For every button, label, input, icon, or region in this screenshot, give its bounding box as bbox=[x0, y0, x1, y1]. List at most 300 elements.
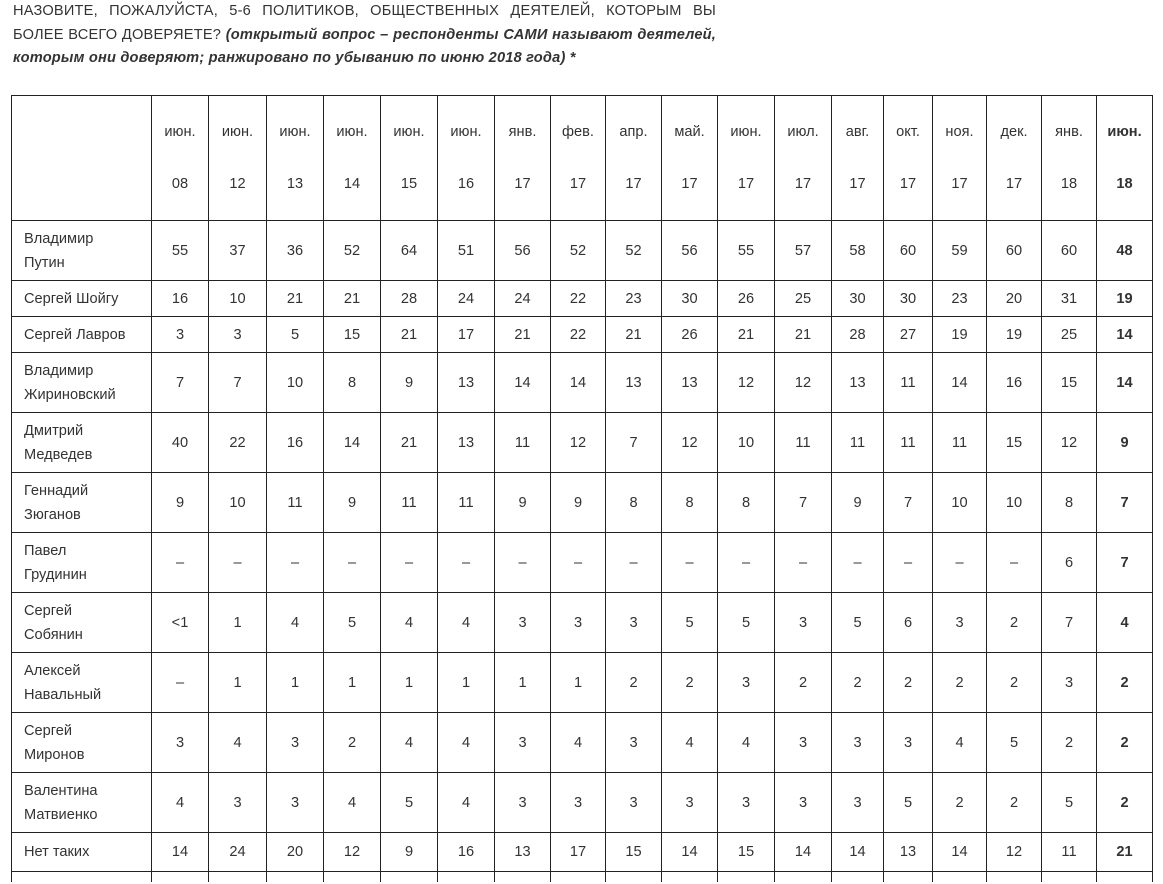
table-continuation bbox=[12, 872, 1153, 883]
value-cell: 25 bbox=[775, 281, 832, 317]
column-month: июн. bbox=[450, 124, 482, 140]
value-cell: 4 bbox=[381, 593, 438, 653]
table-row bbox=[12, 353, 1153, 413]
value-cell: 14 bbox=[551, 353, 606, 413]
value-cell: – bbox=[933, 533, 987, 593]
value-cell: 14 bbox=[662, 833, 718, 872]
value-cell: – bbox=[438, 533, 495, 593]
value-cell: 11 bbox=[933, 413, 987, 473]
value-cell: 30 bbox=[662, 281, 718, 317]
value-cell: 2 bbox=[1097, 713, 1153, 773]
value-cell: 37 bbox=[209, 221, 267, 281]
value-cell: 24 bbox=[438, 281, 495, 317]
value-cell: 24 bbox=[209, 833, 267, 872]
value-cell: – bbox=[987, 533, 1042, 593]
table-row bbox=[12, 653, 1153, 713]
value-cell: 60 bbox=[987, 221, 1042, 281]
value-cell: 1 bbox=[495, 653, 551, 713]
value-cell: – bbox=[324, 533, 381, 593]
empty-cell bbox=[267, 872, 324, 883]
politician-last-name: Медведев bbox=[24, 446, 93, 463]
value-cell: 15 bbox=[718, 833, 775, 872]
value-cell: 22 bbox=[551, 281, 606, 317]
empty-cell bbox=[438, 872, 495, 883]
value-cell: 3 bbox=[606, 773, 662, 833]
value-cell: 14 bbox=[933, 353, 987, 413]
value-cell: 4 bbox=[438, 593, 495, 653]
value-cell: 5 bbox=[1042, 773, 1097, 833]
empty-cell bbox=[775, 872, 832, 883]
column-month: фев. bbox=[562, 124, 594, 140]
value-cell: 21 bbox=[381, 317, 438, 353]
column-header bbox=[606, 96, 662, 221]
column-month: май. bbox=[674, 124, 705, 140]
politician-last-name: Зюганов bbox=[24, 506, 81, 523]
value-cell: 4 bbox=[718, 713, 775, 773]
value-cell: 13 bbox=[884, 833, 933, 872]
value-cell: 8 bbox=[662, 473, 718, 533]
value-cell: 2 bbox=[987, 593, 1042, 653]
empty-cell bbox=[324, 872, 381, 883]
column-year: 17 bbox=[899, 175, 917, 192]
value-cell: 7 bbox=[606, 413, 662, 473]
value-cell: 7 bbox=[209, 353, 267, 413]
column-year: 18 bbox=[1116, 175, 1133, 192]
value-cell: 10 bbox=[267, 353, 324, 413]
column-header bbox=[987, 96, 1042, 221]
table-row bbox=[12, 713, 1153, 773]
column-month: авг. bbox=[845, 124, 870, 140]
value-cell: 14 bbox=[832, 833, 884, 872]
column-year: 14 bbox=[343, 175, 361, 192]
corner-cell bbox=[12, 96, 152, 221]
value-cell: 3 bbox=[832, 773, 884, 833]
value-cell: 15 bbox=[606, 833, 662, 872]
value-cell: 7 bbox=[775, 473, 832, 533]
column-year: 08 bbox=[171, 175, 189, 192]
question-title: НАЗОВИТЕ, ПОЖАЛУЙСТА, 5-6 ПОЛИТИКОВ, ОБЩЕСТВЕННЫХ ДЕЯТЕЛЕЙ, КОТОРЫМ ВЫ БОЛЕЕ ВСЕГО ДОВЕРЯЕТЕ? bbox=[13, 3, 716, 43]
column-month: янв. bbox=[1055, 124, 1083, 140]
value-cell: 3 bbox=[775, 773, 832, 833]
politician-last-name: Миронов bbox=[24, 746, 85, 763]
value-cell: 14 bbox=[775, 833, 832, 872]
value-cell: – bbox=[267, 533, 324, 593]
column-month: июн. bbox=[279, 124, 311, 140]
politician-first-name: Валентина bbox=[24, 782, 98, 799]
value-cell: 6 bbox=[884, 593, 933, 653]
value-cell: 9 bbox=[381, 833, 438, 872]
value-cell: 55 bbox=[718, 221, 775, 281]
table-row bbox=[12, 773, 1153, 833]
value-cell: 8 bbox=[324, 353, 381, 413]
value-cell: 26 bbox=[718, 281, 775, 317]
value-cell: 22 bbox=[209, 413, 267, 473]
value-cell: 27 bbox=[884, 317, 933, 353]
table-row bbox=[12, 593, 1153, 653]
politician-first-name: Сергей bbox=[24, 722, 73, 739]
value-cell: 21 bbox=[775, 317, 832, 353]
value-cell: 21 bbox=[381, 413, 438, 473]
value-cell: 15 bbox=[987, 413, 1042, 473]
table-row bbox=[12, 317, 1153, 353]
value-cell: 4 bbox=[551, 713, 606, 773]
value-cell: 14 bbox=[324, 413, 381, 473]
value-cell: 1 bbox=[209, 593, 267, 653]
column-header bbox=[933, 96, 987, 221]
empty-cell bbox=[987, 872, 1042, 883]
empty-cell bbox=[718, 872, 775, 883]
empty-cell bbox=[1042, 872, 1097, 883]
politician-last-name: Собянин bbox=[24, 626, 83, 643]
value-cell: 3 bbox=[1042, 653, 1097, 713]
value-cell: 4 bbox=[324, 773, 381, 833]
row-label bbox=[12, 353, 152, 413]
value-cell: 5 bbox=[884, 773, 933, 833]
empty-cell bbox=[551, 872, 606, 883]
column-year: 17 bbox=[849, 175, 866, 192]
value-cell: 12 bbox=[551, 413, 606, 473]
column-month: июн. bbox=[164, 124, 196, 140]
value-cell: – bbox=[775, 533, 832, 593]
column-header bbox=[267, 96, 324, 221]
column-month: окт. bbox=[896, 124, 920, 140]
column-header bbox=[832, 96, 884, 221]
value-cell: 5 bbox=[987, 713, 1042, 773]
politician-first-name: Владимир bbox=[24, 362, 94, 379]
empty-cell bbox=[12, 872, 152, 883]
table-row bbox=[12, 281, 1153, 317]
value-cell: 24 bbox=[495, 281, 551, 317]
value-cell: 9 bbox=[551, 473, 606, 533]
value-cell: 11 bbox=[495, 413, 551, 473]
value-cell: 11 bbox=[832, 413, 884, 473]
value-cell: 2 bbox=[987, 773, 1042, 833]
value-cell: 12 bbox=[662, 413, 718, 473]
value-cell: 3 bbox=[832, 713, 884, 773]
column-month: дек. bbox=[1000, 124, 1028, 140]
value-cell: 5 bbox=[381, 773, 438, 833]
empty-cell bbox=[209, 872, 267, 883]
value-cell: 55 bbox=[152, 221, 209, 281]
value-cell: 3 bbox=[495, 593, 551, 653]
value-cell: 9 bbox=[1097, 413, 1153, 473]
value-cell: 56 bbox=[662, 221, 718, 281]
column-header bbox=[209, 96, 267, 221]
value-cell: 31 bbox=[1042, 281, 1097, 317]
value-cell: 51 bbox=[438, 221, 495, 281]
empty-cell bbox=[832, 872, 884, 883]
value-cell: 21 bbox=[495, 317, 551, 353]
value-cell: 10 bbox=[933, 473, 987, 533]
value-cell: – bbox=[606, 533, 662, 593]
value-cell: 14 bbox=[1097, 353, 1153, 413]
value-cell: 5 bbox=[832, 593, 884, 653]
value-cell: – bbox=[832, 533, 884, 593]
value-cell: 3 bbox=[209, 773, 267, 833]
value-cell: 2 bbox=[832, 653, 884, 713]
value-cell: 12 bbox=[718, 353, 775, 413]
value-cell: 9 bbox=[495, 473, 551, 533]
value-cell: 7 bbox=[884, 473, 933, 533]
value-cell: – bbox=[718, 533, 775, 593]
value-cell: 3 bbox=[884, 713, 933, 773]
value-cell: 1 bbox=[267, 653, 324, 713]
empty-cell bbox=[606, 872, 662, 883]
value-cell: 2 bbox=[775, 653, 832, 713]
value-cell: 17 bbox=[438, 317, 495, 353]
value-cell: 14 bbox=[933, 833, 987, 872]
value-cell: 21 bbox=[267, 281, 324, 317]
column-year: 17 bbox=[951, 175, 968, 192]
empty-cell bbox=[152, 872, 209, 883]
politician-first-name: Сергей bbox=[24, 602, 73, 619]
politician-first-name: Павел bbox=[24, 542, 67, 559]
value-cell: 19 bbox=[933, 317, 987, 353]
value-cell: 13 bbox=[438, 353, 495, 413]
row-label bbox=[12, 413, 152, 473]
column-header bbox=[1097, 96, 1153, 221]
value-cell: 9 bbox=[152, 473, 209, 533]
value-cell: 21 bbox=[324, 281, 381, 317]
table-row bbox=[12, 221, 1153, 281]
value-cell: 4 bbox=[438, 713, 495, 773]
value-cell: 4 bbox=[381, 713, 438, 773]
value-cell: 52 bbox=[606, 221, 662, 281]
column-header bbox=[438, 96, 495, 221]
value-cell: 3 bbox=[551, 593, 606, 653]
table-row bbox=[12, 413, 1153, 473]
value-cell: 2 bbox=[1097, 773, 1153, 833]
value-cell: 4 bbox=[152, 773, 209, 833]
value-cell: 3 bbox=[209, 317, 267, 353]
value-cell: 9 bbox=[324, 473, 381, 533]
value-cell: 4 bbox=[438, 773, 495, 833]
value-cell: 10 bbox=[987, 473, 1042, 533]
value-cell: 9 bbox=[381, 353, 438, 413]
value-cell: 13 bbox=[438, 413, 495, 473]
value-cell: 4 bbox=[1097, 593, 1153, 653]
column-header bbox=[152, 96, 209, 221]
row-label bbox=[12, 281, 152, 317]
value-cell: 14 bbox=[1097, 317, 1153, 353]
empty-cell bbox=[884, 872, 933, 883]
value-cell: 57 bbox=[775, 221, 832, 281]
poll-table bbox=[11, 95, 1153, 882]
value-cell: 3 bbox=[551, 773, 606, 833]
value-cell: 21 bbox=[1097, 833, 1153, 872]
politician-first-name: Геннадий bbox=[24, 482, 89, 499]
value-cell: 3 bbox=[267, 713, 324, 773]
value-cell: 16 bbox=[987, 353, 1042, 413]
value-cell: 15 bbox=[324, 317, 381, 353]
value-cell: 64 bbox=[381, 221, 438, 281]
value-cell: <1 bbox=[152, 593, 209, 653]
value-cell: 36 bbox=[267, 221, 324, 281]
empty-cell bbox=[933, 872, 987, 883]
value-cell: – bbox=[495, 533, 551, 593]
column-year: 17 bbox=[1005, 175, 1023, 192]
value-cell: 3 bbox=[933, 593, 987, 653]
value-cell: 2 bbox=[662, 653, 718, 713]
value-cell: 22 bbox=[551, 317, 606, 353]
value-cell: 2 bbox=[606, 653, 662, 713]
value-cell: 3 bbox=[606, 713, 662, 773]
column-month: июн. bbox=[336, 124, 368, 140]
value-cell: 23 bbox=[606, 281, 662, 317]
value-cell: 30 bbox=[832, 281, 884, 317]
value-cell: 52 bbox=[324, 221, 381, 281]
table-row bbox=[12, 473, 1153, 533]
value-cell: 2 bbox=[1042, 713, 1097, 773]
column-month: июл. bbox=[787, 124, 819, 140]
value-cell: 13 bbox=[832, 353, 884, 413]
column-year: 15 bbox=[400, 175, 418, 192]
value-cell: 2 bbox=[1097, 653, 1153, 713]
value-cell: 12 bbox=[1042, 413, 1097, 473]
row-label bbox=[12, 833, 152, 872]
value-cell: – bbox=[884, 533, 933, 593]
value-cell: – bbox=[381, 533, 438, 593]
value-cell: 11 bbox=[1042, 833, 1097, 872]
row-label bbox=[12, 653, 152, 713]
politician-first-name: Алексей bbox=[24, 662, 81, 679]
row-label bbox=[12, 773, 152, 833]
value-cell: 11 bbox=[884, 353, 933, 413]
column-year: 13 bbox=[286, 175, 304, 192]
value-cell: 10 bbox=[209, 473, 267, 533]
column-header bbox=[718, 96, 775, 221]
table-row bbox=[12, 833, 1153, 872]
politician-first-name: Дмитрий bbox=[24, 422, 84, 439]
question-note: (открытый вопрос – респонденты САМИ называют деятелей, которым они доверяют; ранжировано по убыванию по июню 2018 года) * bbox=[13, 26, 717, 66]
value-cell: 23 bbox=[933, 281, 987, 317]
value-cell: 5 bbox=[324, 593, 381, 653]
politician-last-name: Грудинин bbox=[24, 566, 87, 583]
column-year: 17 bbox=[569, 175, 587, 192]
column-header bbox=[495, 96, 551, 221]
politician-last-name: Жириновский bbox=[24, 386, 116, 403]
value-cell: 17 bbox=[551, 833, 606, 872]
column-header bbox=[775, 96, 832, 221]
value-cell: 16 bbox=[267, 413, 324, 473]
value-cell: – bbox=[152, 533, 209, 593]
value-cell: 13 bbox=[495, 833, 551, 872]
column-month: апр. bbox=[619, 124, 648, 140]
value-cell: 7 bbox=[1097, 473, 1153, 533]
column-year: 17 bbox=[514, 175, 531, 192]
row-label bbox=[12, 533, 152, 593]
row-label bbox=[12, 593, 152, 653]
column-month: июн. bbox=[730, 124, 762, 140]
value-cell: 11 bbox=[884, 413, 933, 473]
column-header bbox=[324, 96, 381, 221]
value-cell: 7 bbox=[1097, 533, 1153, 593]
empty-cell bbox=[381, 872, 438, 883]
empty-cell bbox=[662, 872, 718, 883]
value-cell: 6 bbox=[1042, 533, 1097, 593]
column-year: 17 bbox=[625, 175, 642, 192]
value-cell: 10 bbox=[209, 281, 267, 317]
value-cell: 21 bbox=[606, 317, 662, 353]
row-label bbox=[12, 317, 152, 353]
value-cell: 11 bbox=[775, 413, 832, 473]
value-cell: 2 bbox=[324, 713, 381, 773]
value-cell: 3 bbox=[606, 593, 662, 653]
value-cell: 3 bbox=[662, 773, 718, 833]
politician-last-name: Навальный bbox=[24, 686, 102, 703]
value-cell: – bbox=[209, 533, 267, 593]
column-header bbox=[551, 96, 606, 221]
row-label bbox=[12, 473, 152, 533]
value-cell: 13 bbox=[606, 353, 662, 413]
value-cell: 28 bbox=[381, 281, 438, 317]
politician-last-name: Путин bbox=[24, 254, 65, 271]
value-cell: 40 bbox=[152, 413, 209, 473]
row-label bbox=[12, 713, 152, 773]
value-cell: 1 bbox=[324, 653, 381, 713]
column-year: 17 bbox=[737, 175, 755, 192]
value-cell: 8 bbox=[1042, 473, 1097, 533]
value-cell: 2 bbox=[933, 653, 987, 713]
column-year: 17 bbox=[681, 175, 698, 192]
value-cell: 4 bbox=[662, 713, 718, 773]
column-year: 17 bbox=[794, 175, 812, 192]
column-month: июн. bbox=[393, 124, 425, 140]
column-month: янв. bbox=[508, 124, 537, 140]
value-cell: 3 bbox=[718, 653, 775, 713]
value-cell: 1 bbox=[438, 653, 495, 713]
value-cell: 7 bbox=[152, 353, 209, 413]
value-cell: 16 bbox=[438, 833, 495, 872]
value-cell: 28 bbox=[832, 317, 884, 353]
value-cell: 3 bbox=[718, 773, 775, 833]
value-cell: 3 bbox=[495, 713, 551, 773]
value-cell: 1 bbox=[209, 653, 267, 713]
value-cell: 3 bbox=[775, 713, 832, 773]
value-cell: 8 bbox=[718, 473, 775, 533]
value-cell: 26 bbox=[662, 317, 718, 353]
value-cell: 4 bbox=[933, 713, 987, 773]
value-cell: 3 bbox=[775, 593, 832, 653]
empty-cell bbox=[495, 872, 551, 883]
value-cell: 52 bbox=[551, 221, 606, 281]
value-cell: 14 bbox=[495, 353, 551, 413]
value-cell: 4 bbox=[209, 713, 267, 773]
value-cell: 1 bbox=[381, 653, 438, 713]
column-month: июн. bbox=[1107, 124, 1142, 140]
empty-cell bbox=[1097, 872, 1153, 883]
politician-first-name: Владимир bbox=[24, 230, 94, 247]
politician-name: Сергей Лавров bbox=[24, 326, 126, 343]
value-cell: 13 bbox=[662, 353, 718, 413]
value-cell: 2 bbox=[884, 653, 933, 713]
value-cell: 25 bbox=[1042, 317, 1097, 353]
value-cell: 3 bbox=[495, 773, 551, 833]
row-label bbox=[12, 221, 152, 281]
value-cell: 3 bbox=[152, 317, 209, 353]
value-cell: 2 bbox=[933, 773, 987, 833]
column-header bbox=[1042, 96, 1097, 221]
value-cell: 9 bbox=[832, 473, 884, 533]
value-cell: 14 bbox=[152, 833, 209, 872]
value-cell: 48 bbox=[1097, 221, 1153, 281]
value-cell: 12 bbox=[987, 833, 1042, 872]
column-year: 12 bbox=[229, 175, 246, 192]
value-cell: 56 bbox=[495, 221, 551, 281]
value-cell: 58 bbox=[832, 221, 884, 281]
value-cell: 11 bbox=[438, 473, 495, 533]
value-cell: 3 bbox=[267, 773, 324, 833]
